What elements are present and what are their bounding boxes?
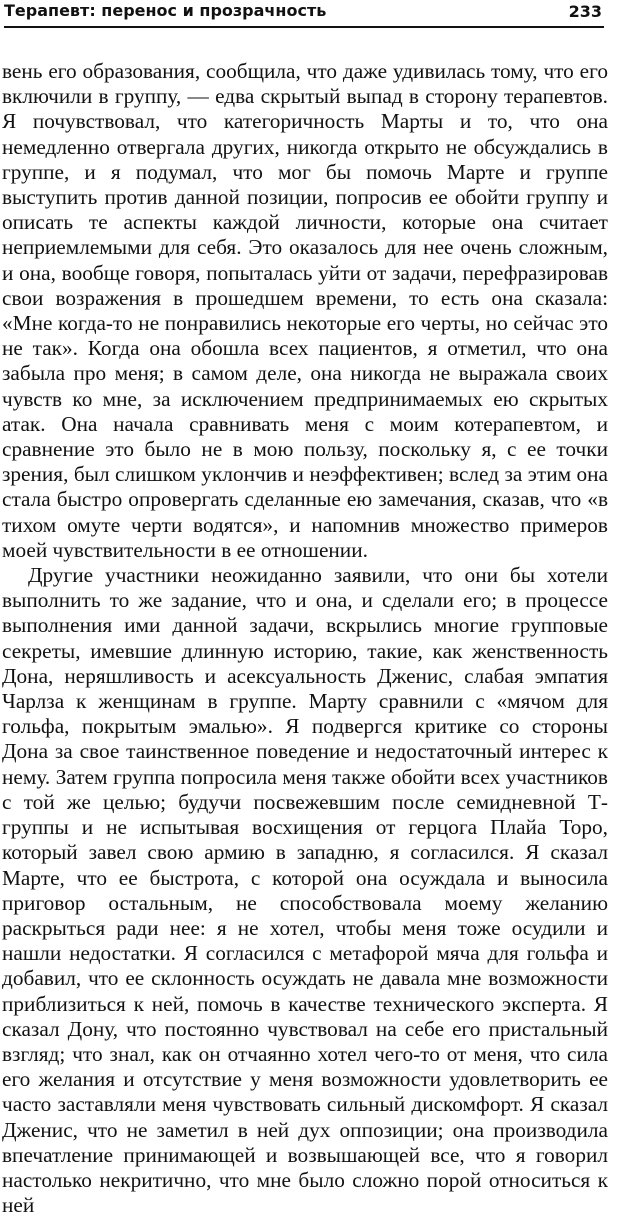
paragraph: Другие участники неожиданно заявили, что они бы хотели выполнить то же задание, что и она, и сделали его; в процессе выполнения ими данной задачи, вскрылись многие групповые секреты, имевшие длинную историю, такие, как женственность Дона, неряшливость и асексуальность Дженис, слабая эмпатия Чарлза к женщинам в группе. Марту сравнили с «мячом для гольфа, покрытым эмалью». Я подвергся критике со стороны Дона за свое таинственное поведение и недостаточный интерес к нему. Затем группа попросила меня также обойти всех участников с той же целью; будучи посвежевшим после семидневной Т-группы и не испытывая восхищения от герцога Плайа Торо, который завел свою армию в западню, я согласился. Я сказал Марте, что ее быстрота, с которой она осуждала и выносила приговор остальным, не способствовала моему желанию раскрыться ради нее: я не хотел, чтобы меня тоже осудили и нашли недостатки. Я согласился с метафорой мяча для гольфа и добавил, что ее склонность осуждать не давала мне возможности приблизиться к ней, помочь в качестве технического эксперта. Я сказал Дону, что постоянно чувствовал на себе его пристальный взгляд; что знал, как он отчаянно хотел чего-то от меня, что сила его желания и отсутствие у меня возможности удовлетворить ее часто заставляли меня чувствовать сильный дискомфорт. Я сказал Дженис, что не заметил в ней дух оппозиции; она производила впечатление принимающей и возвышающей все, что я говорил настолько некритично, что мне было сложно порой относиться к ней: [2, 563, 608, 1218]
running-header: [4, 0, 604, 28]
body-text: [2, 59, 608, 1218]
paragraph-continued: вень его образования, сообщила, что даже удивилась тому, что его включили в группу, — едва скрытый выпад в сторону терапевтов. Я почувствовал, что категоричность Марты и то, что она немедленно отвергала других, никогда открыто не обсуждались в группе, и я подумал, что мог бы помочь Марте и группе выступить против данной позиции, попросив ее обойти группу и описать те аспекты каждой личности, которые она считает неприемлемыми для себя. Это оказалось для нее очень сложным, и она, вообще говоря, попыталась уйти от задачи, перефразировав свои возражения в прошедшем времени, то есть она сказала: «Мне когда-то не понравились некоторые его черты, но сейчас это не так». Когда она обошла всех пациентов, я отметил, что она забыла про меня; в самом деле, она никогда не выражала своих чувств ко мне, за исключением предпринимаемых ею скрытых атак. Она начала сравнивать меня с моим котерапевтом, и сравнение это было не в мою пользу, поскольку я, с ее точки зрения, был слишком уклончив и неэффективен; вслед за этим она стала быстро опровергать сделанные ею замечания, сказав, что «в тихом омуте черти водятся», и напомнив множество примеров моей чувствительности в ее отношении.: [2, 59, 608, 562]
page-number: 233: [568, 2, 602, 21]
chapter-title: Терапевт: перенос и прозрачность: [4, 1, 327, 20]
